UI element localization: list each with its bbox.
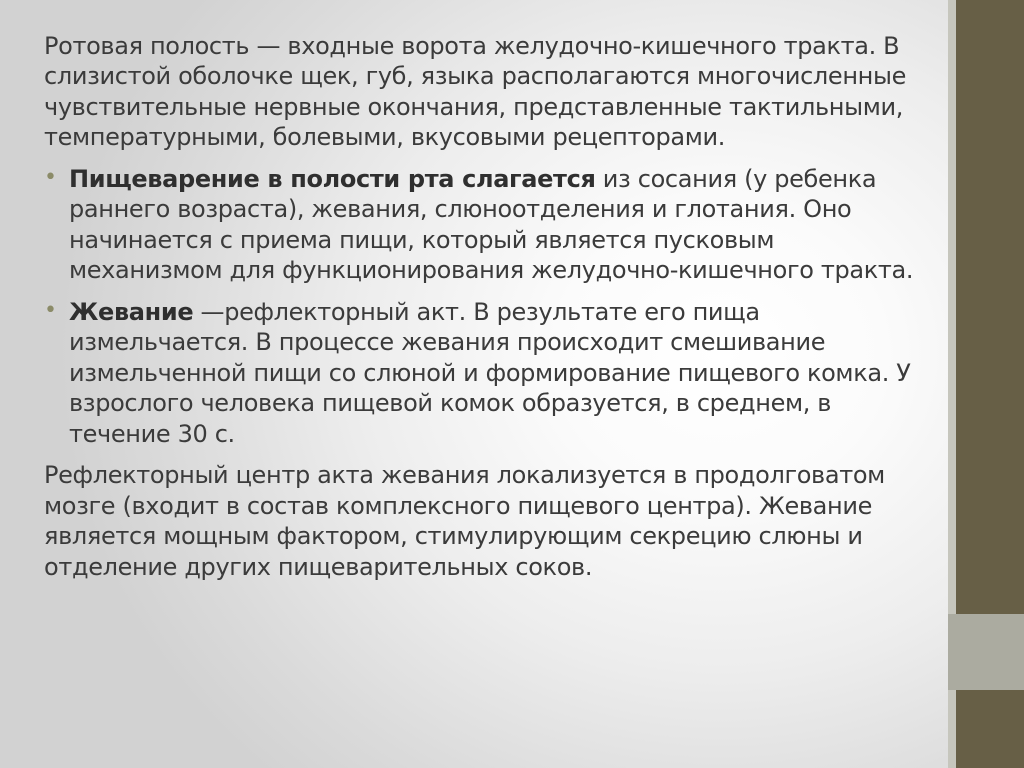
slide-text-body <box>44 31 934 582</box>
bullet-heading-digestion: Пищеварение в полости рта слагается <box>69 164 596 193</box>
bullet-icon: • <box>44 297 57 323</box>
bullet-text-chewing: —рефлекторный акт. В результате его пища измельчается. В процессе жевания происходит смешивание измельченной пищи со слюной и формирование пищевого комка. У взрослого человека пищевой комок образуется, в среднем, в течение 30 с. <box>69 297 911 448</box>
bullet-item-digestion <box>44 164 934 286</box>
bullet-text-digestion: из сосания (у ребенка раннего возраста), жевания, слюноотделения и глотания. Оно начинается с приема пищи, который является пусковым механизмом для функционирования желудочно-кишечного тракта. <box>69 164 914 285</box>
bullet-icon: • <box>44 164 57 190</box>
bullet-heading-chewing: Жевание <box>69 297 194 326</box>
closing-paragraph: Рефлекторный центр акта жевания локализуется в продолговатом мозге (входит в состав комплексного пищевого центра). Жевание является мощным фактором, стимулирующим секрецию слюны и отделение других пищеварительных соков. <box>44 461 885 581</box>
intro-paragraph: Ротовая полость — входные ворота желудочно-кишечного тракта. В слизистой оболочке щек, губ, языка располагаются многочисленные чувствительные нервные окончания, представленные тактильными, температурными, болевыми, вкусовыми рецепторами. <box>44 32 907 152</box>
side-band-accent-block <box>948 614 1024 690</box>
bullet-item-chewing <box>44 297 934 449</box>
